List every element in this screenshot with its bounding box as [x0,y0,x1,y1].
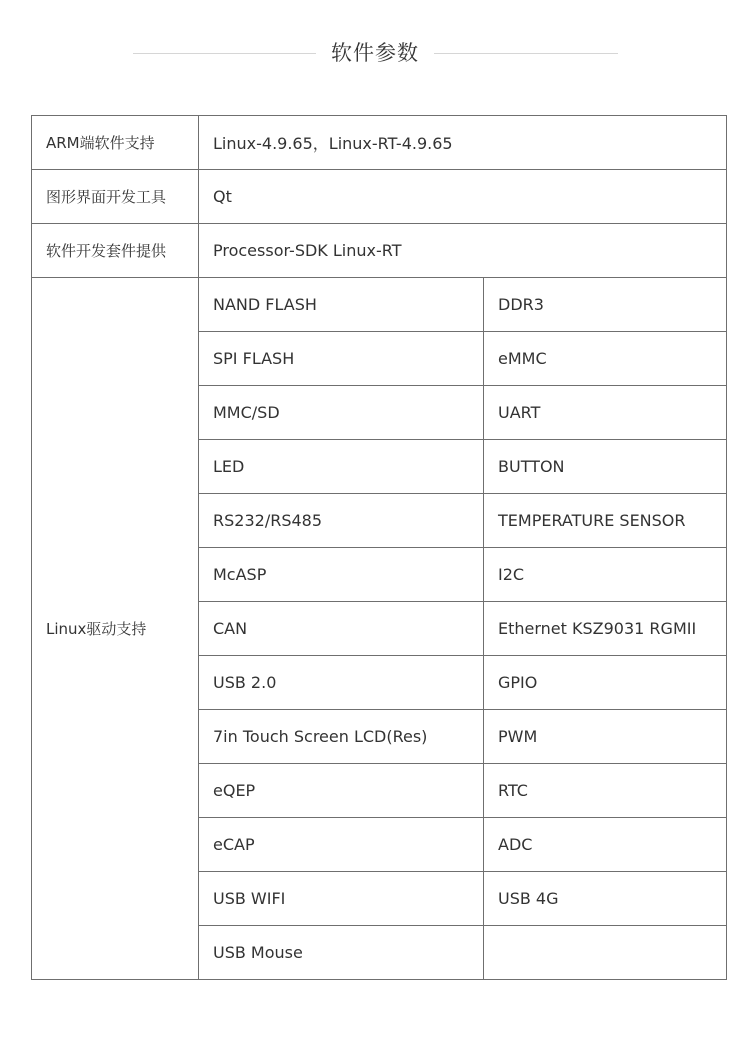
driver-item: NAND FLASH [199,278,484,332]
table-row [32,170,727,224]
drivers-label: Linux驱动支持 [32,278,199,980]
driver-item: RS232/RS485 [199,494,484,548]
driver-item: 7in Touch Screen LCD(Res) [199,710,484,764]
driver-item: SPI FLASH [199,332,484,386]
driver-item: USB WIFI [199,872,484,926]
driver-item: ADC [484,818,727,872]
row-label: ARM端软件支持 [32,116,199,170]
driver-item: CAN [199,602,484,656]
driver-item: MMC/SD [199,386,484,440]
driver-item: USB 4G [484,872,727,926]
driver-item: McASP [199,548,484,602]
row-label: 软件开发套件提供 [32,224,199,278]
table-row [32,278,727,332]
driver-item: RTC [484,764,727,818]
driver-item: eMMC [484,332,727,386]
driver-item: eCAP [199,818,484,872]
driver-item: DDR3 [484,278,727,332]
section-header [0,36,750,70]
driver-item: eQEP [199,764,484,818]
driver-item: Ethernet KSZ9031 RGMII [484,602,727,656]
section-title: 软件参数 [331,41,419,65]
driver-item: PWM [484,710,727,764]
driver-item: TEMPERATURE SENSOR [484,494,727,548]
title-divider-right [434,53,618,54]
row-value: Linux-4.9.65，Linux-RT-4.9.65 [199,116,727,170]
title-divider-left [133,53,316,54]
driver-item: USB Mouse [199,926,484,980]
row-label: 图形界面开发工具 [32,170,199,224]
empty-cell [484,926,727,980]
row-value: Processor-SDK Linux-RT [199,224,727,278]
driver-item: BUTTON [484,440,727,494]
driver-item: I2C [484,548,727,602]
row-value: Qt [199,170,727,224]
table-row [32,116,727,170]
driver-item: GPIO [484,656,727,710]
software-spec-table [31,115,727,980]
driver-item: USB 2.0 [199,656,484,710]
table-row [32,224,727,278]
driver-item: UART [484,386,727,440]
driver-item: LED [199,440,484,494]
